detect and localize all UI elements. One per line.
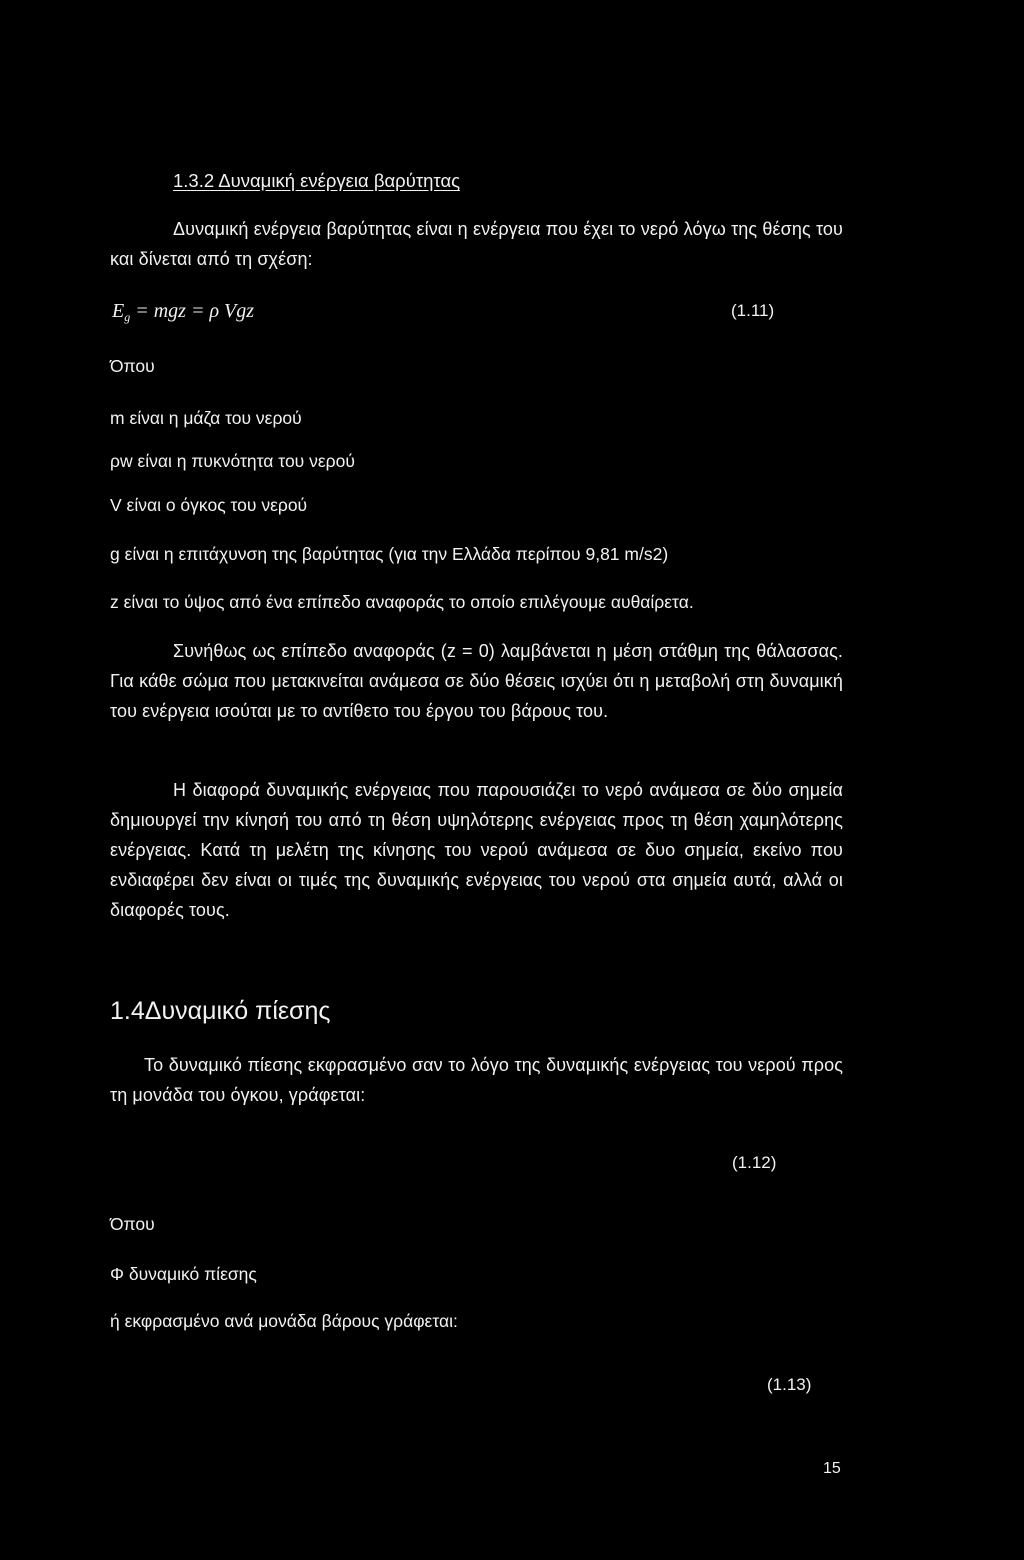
section-heading-1-4: 1.4Δυναμικό πίεσης: [110, 997, 331, 1025]
equation-number-1-13: (1.13): [767, 1375, 812, 1394]
paragraph-energy-difference: Η διαφορά δυναμικής ενέργειας που παρουσιάζει το νερό ανάμεσα σε δύο σημεία δημιουργεί την κίνησή του από τη θέση υψηλότερης ενέργειας προς τη θέση χαμηλότερης ενέργειας. Κατά τη μελέτη της κίνησης του νερού ανάμεσα σε δυο σημεία, εκείνο που ενδιαφέρει δεν είναι οι τιμές της δυναμικής ενέργειας του νερού στα σημεία αυτά, αλλά οι διαφορές τους.: [110, 780, 843, 920]
formula-rhs: = mgz = ρ Vgz: [135, 300, 255, 322]
definition-g: g είναι η επιτάχυνση της βαρύτητας (για την Ελλάδα περίπου 9,81 m/s2): [110, 544, 669, 564]
paragraph-reference-level: Συνήθως ως επίπεδο αναφοράς (z = 0) λαμβάνεται η μέση στάθμη της θάλασσας. Για κάθε σώμα που μετακινείται ανάμεσα σε δύο θέσεις ισχύει ότι η μεταβολή στη δυναμική του ενέργεια ισούται με το αντίθετο του έργου του βάρους του.: [110, 641, 843, 721]
equation-number-1-12: (1.12): [732, 1153, 777, 1172]
page-number: 15: [823, 1460, 841, 1477]
equation-number-1-11: (1.11): [731, 301, 775, 320]
definition-m: m είναι η μάζα του νερού: [110, 408, 302, 428]
formula-1-11: [112, 296, 254, 332]
pressure-intro-paragraph: Το δυναμικό πίεσης εκφρασμένο σαν το λόγο της δυναμικής ενέργειας του νερού προς τη μονάδα του όγκου, γράφεται:: [110, 1055, 843, 1105]
definition-z: z είναι το ύψος από ένα επίπεδο αναφοράς το οποίο επιλέγουμε αυθαίρετα.: [110, 592, 694, 612]
intro-paragraph: Δυναμική ενέργεια βαρύτητας είναι η ενέργεια που έχει το νερό λόγω της θέσης του και δίνεται από τη σχέση:: [110, 219, 843, 269]
formula-lhs: E: [112, 300, 125, 322]
formula-lhs-subscript: g: [124, 310, 131, 324]
per-weight-text: ή εκφρασμένο ανά μονάδα βάρους γράφεται:: [110, 1311, 458, 1331]
section-heading-1-3-2: 1.3.2 Δυναμική ενέργεια βαρύτητας: [173, 170, 461, 191]
where-label: Όπου: [110, 356, 155, 376]
definition-rho: ρw είναι η πυκνότητα του νερού: [110, 451, 355, 471]
definition-phi: Φ δυναμικό πίεσης: [110, 1264, 257, 1284]
where-label-2: Όπου: [110, 1214, 155, 1234]
definition-v: V είναι ο όγκος του νερού: [110, 495, 308, 515]
